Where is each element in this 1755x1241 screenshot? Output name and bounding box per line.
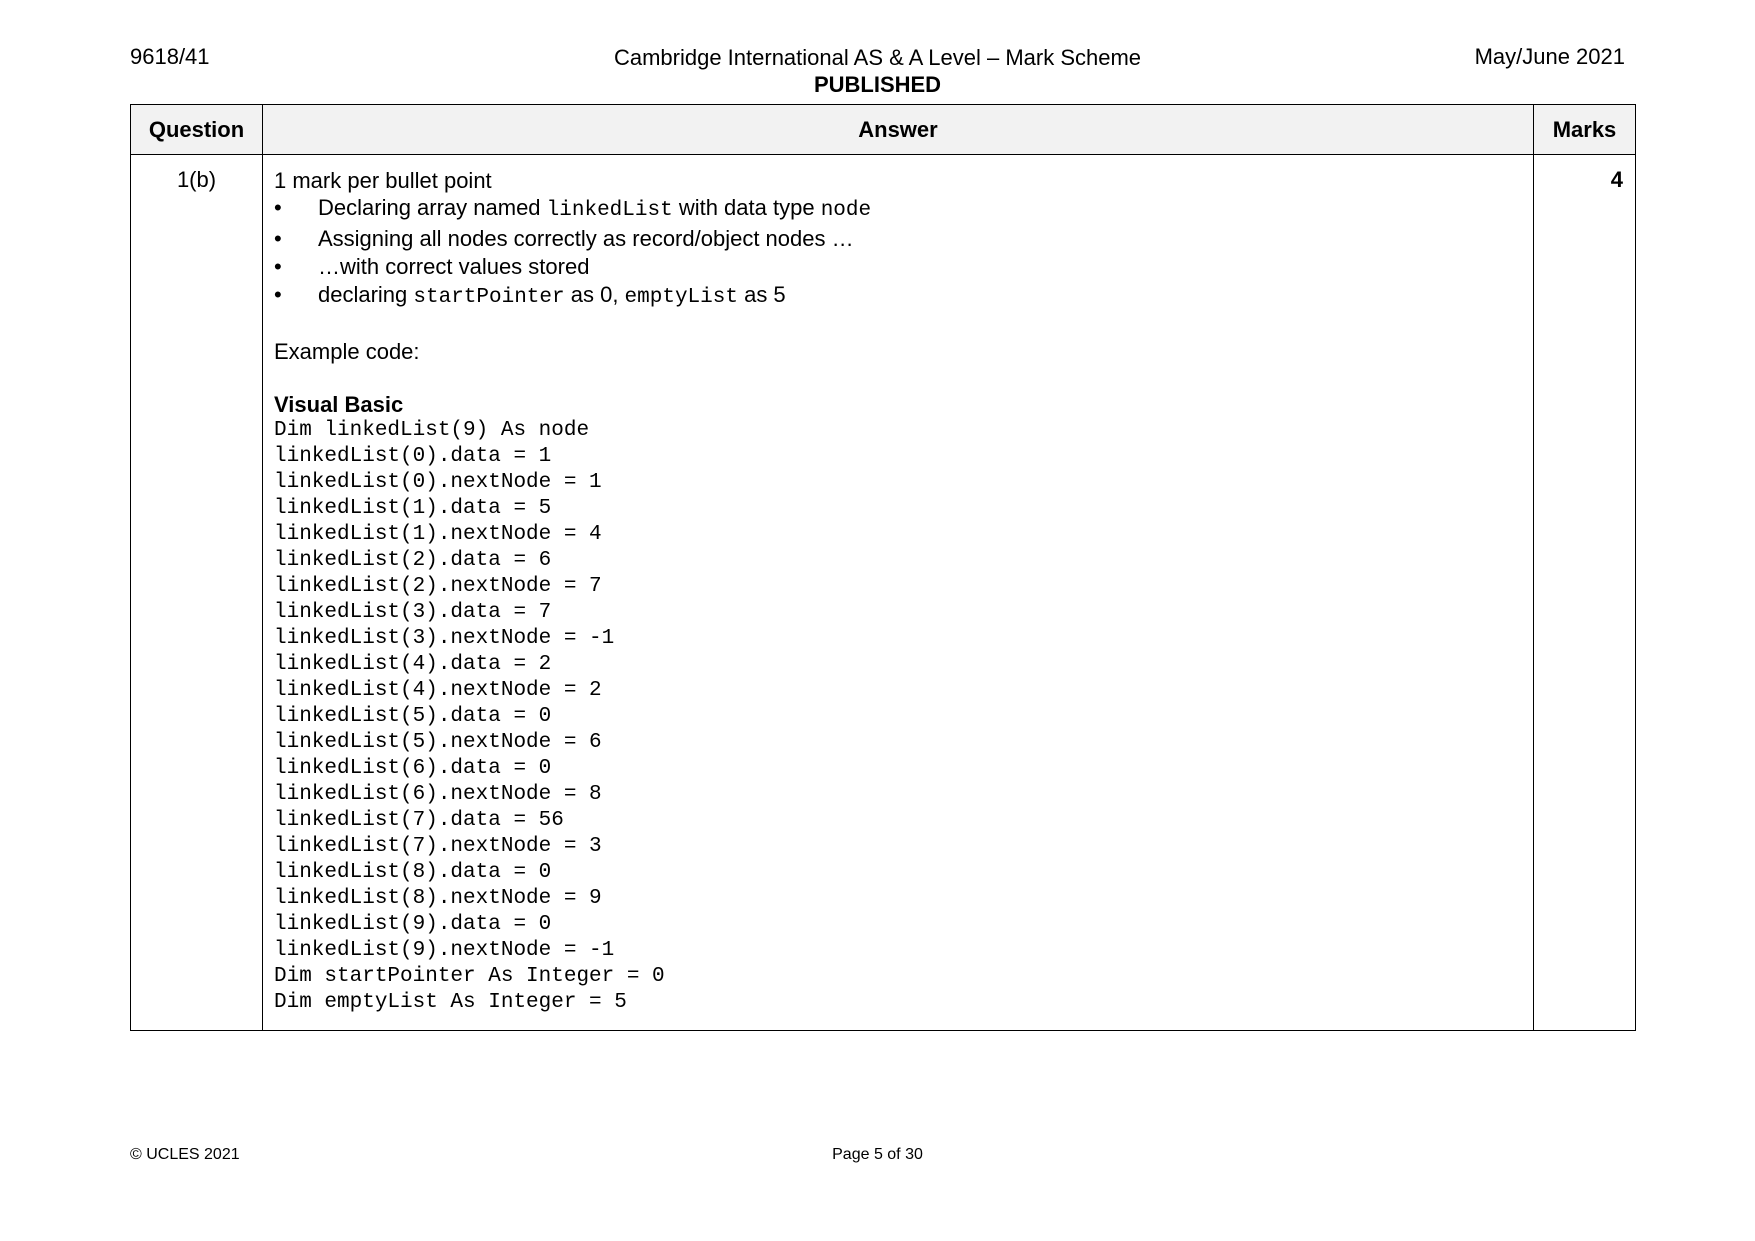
example-code-label: Example code: xyxy=(274,339,420,364)
code-line: linkedList(8).nextNode = 9 xyxy=(274,887,602,910)
code-line: linkedList(1).nextNode = 4 xyxy=(274,523,602,546)
mark-point-text: Declaring array named xyxy=(318,195,547,220)
code-line: Dim startPointer As Integer = 0 xyxy=(274,965,665,988)
published-label: PUBLISHED xyxy=(813,72,942,97)
copyright-notice: © UCLES 2021 xyxy=(130,1146,240,1163)
mark-point-code: startPointer xyxy=(413,286,565,309)
exam-session: May/June 2021 xyxy=(1474,44,1625,69)
code-line: linkedList(3).nextNode = -1 xyxy=(274,627,615,650)
column-header-question: Question xyxy=(131,105,263,155)
code-line: linkedList(5).data = 0 xyxy=(274,705,552,728)
code-line: linkedList(0).data = 1 xyxy=(274,445,552,468)
mark-point xyxy=(274,281,1523,312)
answer-cell xyxy=(263,155,1534,1031)
mark-point-text: as 0, xyxy=(564,282,625,307)
code-line: linkedList(3).data = 7 xyxy=(274,601,552,624)
mark-point-text: Assigning all nodes correctly as record/object nodes … xyxy=(318,226,854,251)
code-line: linkedList(9).nextNode = -1 xyxy=(274,939,615,962)
mark-point-code: linkedList xyxy=(546,199,673,222)
bullet-icon: • xyxy=(274,226,282,251)
document-title: Cambridge International AS & A Level – Mark Scheme xyxy=(613,45,1142,70)
code-line: linkedList(9).data = 0 xyxy=(274,913,552,936)
mark-scheme-table xyxy=(130,104,1636,1031)
code-line: linkedList(6).nextNode = 8 xyxy=(274,783,602,806)
code-line: linkedList(1).data = 5 xyxy=(274,497,552,520)
table-header-row xyxy=(131,105,1636,155)
code-line: linkedList(2).data = 6 xyxy=(274,549,552,572)
code-line: linkedList(4).data = 2 xyxy=(274,653,552,676)
code-line: linkedList(4).nextNode = 2 xyxy=(274,679,602,702)
code-line: linkedList(7).data = 56 xyxy=(274,809,564,832)
mark-point-text: as 5 xyxy=(737,282,786,307)
bullet-icon: • xyxy=(274,282,282,307)
mark-points-list xyxy=(274,194,1523,312)
table-row xyxy=(131,155,1636,1031)
code-line: linkedList(5).nextNode = 6 xyxy=(274,731,602,754)
marks-value: 4 xyxy=(1534,155,1636,1031)
bullet-icon: • xyxy=(274,195,282,220)
code-line: linkedList(2).nextNode = 7 xyxy=(274,575,602,598)
bullet-icon: • xyxy=(274,254,282,279)
marking-instruction: 1 mark per bullet point xyxy=(274,168,492,193)
code-line: linkedList(7).nextNode = 3 xyxy=(274,835,602,858)
mark-point xyxy=(274,194,1523,225)
question-number: 1(b) xyxy=(131,155,263,1031)
paper-code: 9618/41 xyxy=(130,44,210,69)
mark-point-text: declaring xyxy=(318,282,414,307)
mark-point xyxy=(274,225,1523,253)
language-heading: Visual Basic xyxy=(274,392,404,417)
mark-point-text: with data type xyxy=(672,195,821,220)
column-header-answer: Answer xyxy=(263,105,1534,155)
mark-point-code: emptyList xyxy=(624,286,738,309)
code-line: linkedList(6).data = 0 xyxy=(274,757,552,780)
code-line: Dim linkedList(9) As node xyxy=(274,419,590,442)
page-number: Page 5 of 30 xyxy=(832,1146,923,1163)
code-line: linkedList(0).nextNode = 1 xyxy=(274,471,602,494)
code-line: linkedList(8).data = 0 xyxy=(274,861,552,884)
mark-point-text: …with correct values stored xyxy=(318,254,590,279)
mark-point-code: node xyxy=(820,199,872,222)
code-block xyxy=(274,418,1523,1016)
column-header-marks: Marks xyxy=(1534,105,1636,155)
code-line: Dim emptyList As Integer = 5 xyxy=(274,991,627,1014)
mark-point xyxy=(274,253,1523,281)
